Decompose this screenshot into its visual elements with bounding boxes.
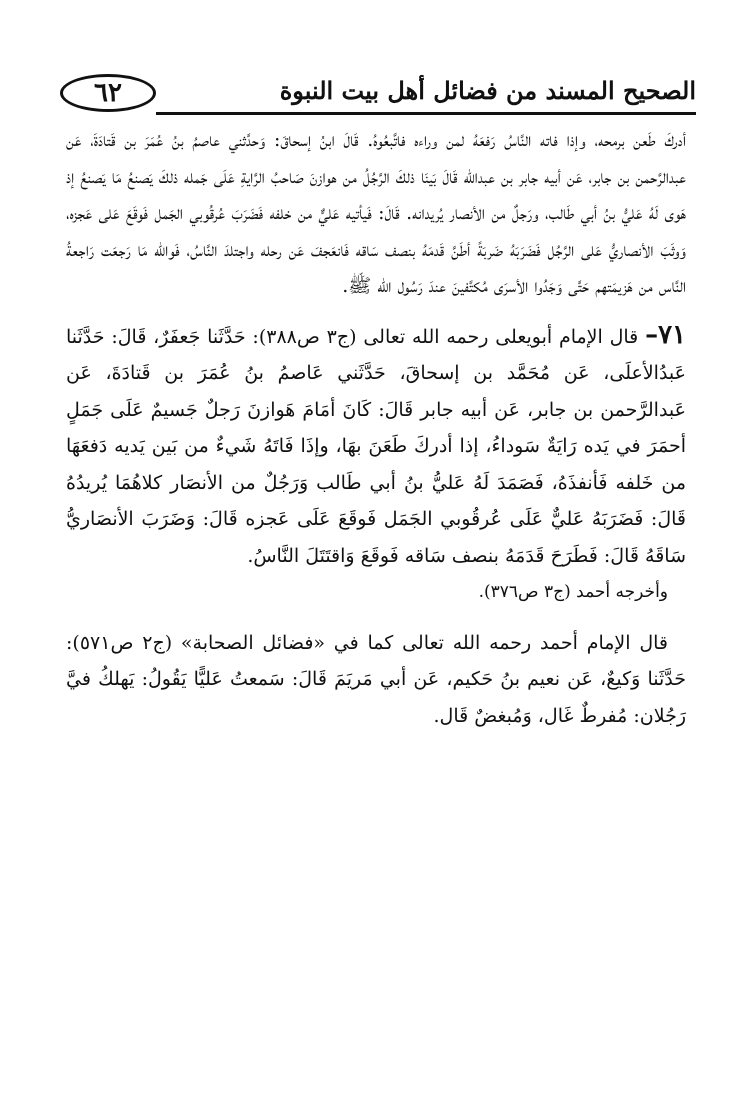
source-note: وأخرجه أحمد (ج٣ ص٣٧٦).	[478, 582, 668, 602]
paragraph-1: أدركَ طَعن برمحه، وإذا فاته النَّاسُ رَفعَهُ لمن وراءه فاتَّبعُوهُ. قَالَ ابنُ إسحاقَ: وَحدَّثني عاصمُ بنُ عُمَرَ بن قَتادَةَ، عَن عبدالرَّحمن بن جابر، عَن أبيه جابر بن عبدالله قَالَ بَينَا ذلكَ الرَّجُلُ من هوازنَ صَاحبُ الرَّايةِ عَلَى جَمله ذلكَ يَصنعُ مَا يَصنعُ إذ هَوى لَهُ عَليُّ بنُ أبي طَالب، ورَجلٌ من الأنصار يُريدانه. قَالَ: فَيأتيه عَليٌّ من خلفه فَضَرَبَ عُرقُوبي الجَمل فَوقَعَ عَلى عَجزه، وَوثَبَ الأنصاريُّ عَلى الرَّجُل فَضَرَبَهُ ضَربَةً أطَنَّ قَدمَهُ بنصف سَاقه فَانعَجفَ عَن رحله واجتلدَ النَّاسُ، فَوالله مَا رَجعَت رَاجعةُ النَّاس من هَزيمَتهم حَتَّى وَجَدُوا الأسرَى مُكتَّفينَ عندَ رَسُول الله ﷺ.	[66, 129, 686, 297]
spacer	[66, 611, 686, 625]
header-divider	[156, 112, 696, 115]
hadith-71-text: قال الإمام أبويعلى رحمه الله تعالى (ج٣ ص٣٨٨): حَدَّثَنا جَعفَرٌ، قَالَ: حَدَّثَنا عَبدُالأعلَى، عَن مُحَمَّد بن إسحاقَ، حَدَّثَني عَاصمُ بنُ عُمَرَ بن قَتادَةَ، عَن عَبدالرَّحمن بن جابر، عَن أبيه جابر قَالَ: كَانَ أمَامَ هَوازنَ رَجلٌ جَسيمٌ عَلَى جَمَلٍ أحمَرَ في يَده رَايَةٌ سَوداءُ، إذا أدركَ طَعَنَ بهَا، وإذَا فَاتَهُ شَيءٌ من بَين يَديه دَفعَهَا من خَلفه فَأنفذَهُ، فَصَمَدَ لَهُ عَليُّ بنُ أبي طَالب وَرَجُلٌ من الأنصَار كلاهُمَا يُريدُهُ قَالَ: فَضَرَبَهُ عَليٌّ عَلَى عُرقُوبي الجَمَل فَوقَعَ عَلَى عَجزه قَالَ: وَضَرَبَ الأنصَاريُّ سَاقَهُ قَالَ: فَطَرَحَ قَدَمَهُ بنصف سَاقه فَوقَعَ وَاقتَتَلَ النَّاسُ.	[66, 325, 686, 567]
hadith-number: ٧١–	[645, 319, 686, 350]
page-header	[60, 72, 696, 118]
hadith-71	[66, 317, 686, 575]
page-number-badge: ٦٢	[60, 74, 156, 112]
book-title: الصحيح المسند من فضائل أهل بيت النبوة	[279, 76, 696, 105]
page-content	[66, 122, 686, 734]
spacer	[66, 305, 686, 317]
paragraph-3: قال الإمام أحمد رحمه الله تعالى كما في «فضائل الصحابة» (ج٢ ص٥٧١): حَدَّثَنا وَكيعٌ، عَن نعيم بنُ حَكيم، عَن أبي مَريَمَ قَالَ: سَمعتُ عَليًّا يَقُولُ: يَهلكُ فيَّ رَجُلان: مُفرطٌ غَال، وَمُبغضٌ قَال.	[66, 631, 686, 727]
